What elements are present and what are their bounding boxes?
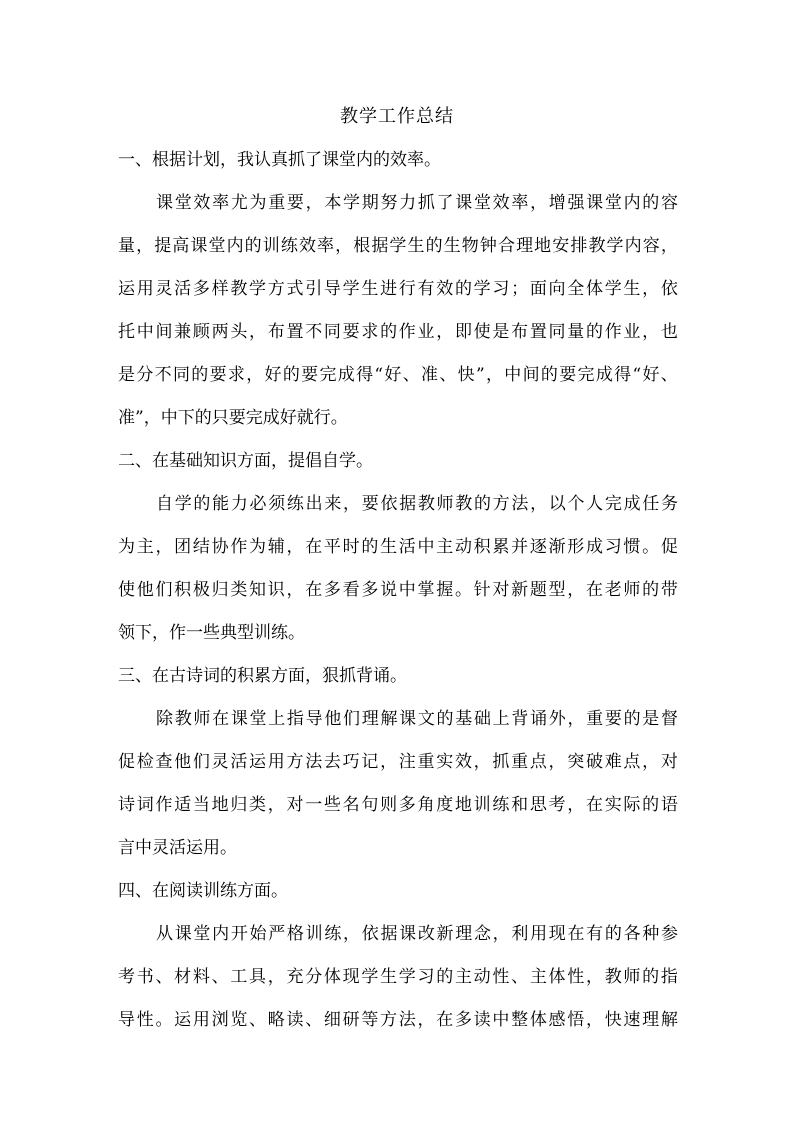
- paragraph-line: 运 用 灵 活 多 样 教 学 方 式 引 导 学 生 进 行 有 效 的 学 习 ； 面 向 全 体 学 生 ， 依: [118, 279, 678, 299]
- paragraph-line: 除 教 师 在 课 堂 上 指 导 他 们 理 解 课 文 的 基 础 上 背 诵 外 ， 重 要 的 是 督: [156, 709, 678, 729]
- paragraph-line: 三、在古诗词的积累方面，狠抓背诵。: [118, 666, 407, 686]
- paragraph-line: 促 检 查 他 们 灵 活 运 用 方 法 去 巧 记 ， 注 重 实 效 ， 抓 重 点 ， 突 破 难 点 ， 对: [118, 752, 678, 772]
- paragraph-line: 课 堂 效 率 尤 为 重 要 ， 本 学 期 努 力 抓 了 课 堂 效 率 ， 增 强 课 堂 内 的 容: [156, 193, 678, 213]
- paragraph-line: 使 他 们 积 极 归 类 知 识 ， 在 多 看 多 说 中 掌 握 。 针 对 新 题 型 ， 在 老 师 的 带: [118, 580, 678, 600]
- paragraph-line: 四、在阅读训练方面。: [118, 881, 288, 901]
- document-title: 教学工作总结: [340, 106, 454, 127]
- paragraph-line: 准”，中下的只要完成好就行。: [118, 408, 348, 428]
- paragraph-line: 托 中 间 兼 顾 两 头 ， 布 置 不 同 要 求 的 作 业 ， 即 使 是 布 置 同 量 的 作 业 ， 也: [118, 322, 678, 342]
- paragraph-line: 二、在基础知识方面，提倡自学。: [118, 451, 373, 471]
- paragraph-line: 是 分 不 同 的 要 求 ， 好 的 要 完 成 得 “ 好 、 准 、 快 ” ， 中 间 的 要 完 成 得 “ 好 、: [118, 365, 678, 385]
- paragraph-line: 言中灵活运用。: [118, 838, 237, 858]
- paragraph-line: 诗 词 作 适 当 地 归 类 ， 对 一 些 名 句 则 多 角 度 地 训 练 和 思 考 ， 在 实 际 的 语: [118, 795, 678, 815]
- paragraph-line: 导 性 。 运 用 浏 览 、 略 读 、 细 研 等 方 法 ， 在 多 读 中 整 体 感 悟 ， 快 速 理 解: [118, 1010, 678, 1030]
- paragraph-line: 自 学 的 能 力 必 须 练 出 来 ， 要 依 据 教 师 教 的 方 法 ， 以 个 人 完 成 任 务: [156, 494, 678, 514]
- paragraph-line: 量 ， 提 高 课 堂 内 的 训 练 效 率 ， 根 据 学 生 的 生 物 钟 合 理 地 安 排 教 学 内 容 ，: [118, 236, 678, 256]
- paragraph-line: 从 课 堂 内 开 始 严 格 训 练 ， 依 据 课 改 新 理 念 ， 利 用 现 在 有 的 各 种 参: [156, 924, 678, 944]
- paragraph-line: 领下，作一些典型训练。: [118, 623, 305, 643]
- paragraph-line: 为 主 ， 团 结 协 作 为 辅 ， 在 平 时 的 生 活 中 主 动 积 累 并 逐 渐 形 成 习 惯 。 促: [118, 537, 678, 557]
- paragraph-line: 考 书 、 材 料 、 工 具 ， 充 分 体 现 学 生 学 习 的 主 动 性 、 主 体 性 ， 教 师 的 指: [118, 967, 678, 987]
- paragraph-line: 一、根据计划，我认真抓了课堂内的效率。: [118, 150, 441, 170]
